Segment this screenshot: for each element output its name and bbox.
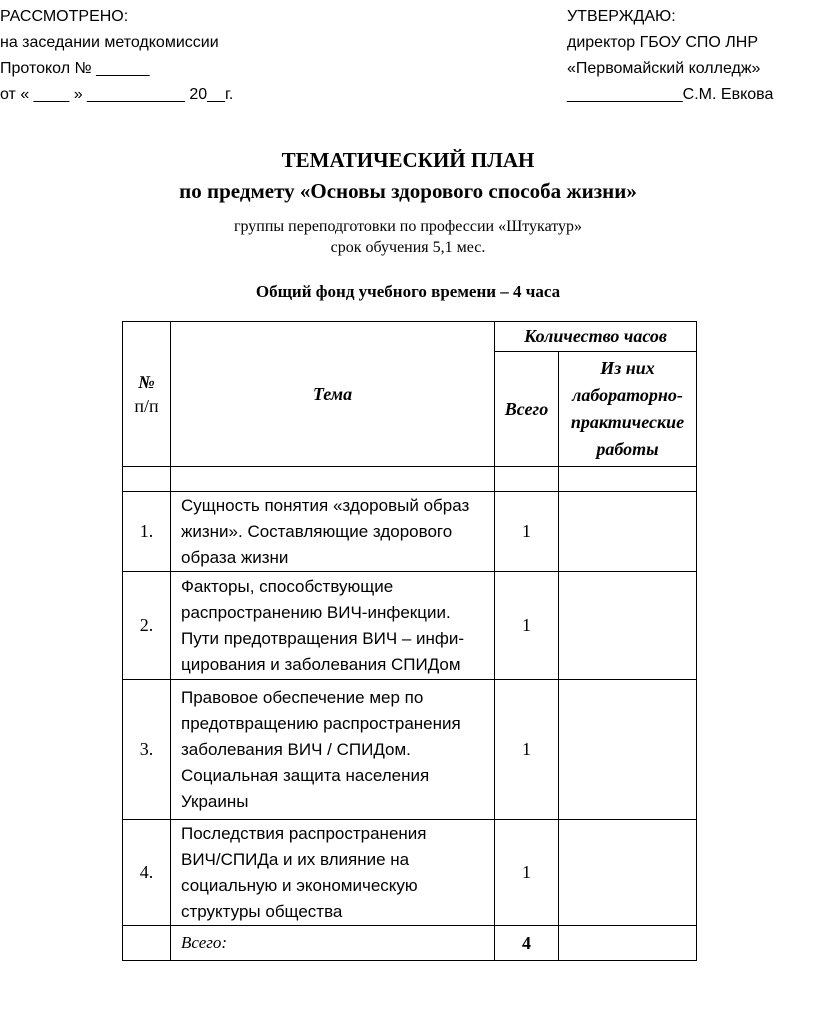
header-lab-line: практические: [570, 412, 685, 432]
table-total-row: [123, 926, 697, 961]
row-number: 4.: [123, 820, 171, 926]
approved-position: директор ГБОУ СПО ЛНР: [567, 34, 758, 51]
header-lab-works: [559, 352, 697, 467]
header-lab-line: Из них: [600, 358, 655, 378]
row-topic-line: Последствия распространения: [181, 823, 427, 843]
group-description: группы переподготовки по профессии «Штукатур»: [233, 218, 583, 235]
table-spacer-row: [123, 467, 697, 492]
row-topic-line: Сущность понятия «здоровый образ: [181, 495, 470, 515]
row-topic-line: Факторы, способствующие: [181, 576, 394, 596]
header-number-label: п/п: [134, 396, 159, 416]
approved-organization: «Первомайский колледж»: [567, 60, 761, 77]
approval-block-approved: [567, 4, 773, 108]
row-topic: [171, 820, 495, 926]
row-topic-line: Социальная защита населения: [181, 765, 430, 785]
reviewed-heading: РАССМОТРЕНО:: [0, 8, 129, 25]
row-number: 2.: [123, 572, 171, 680]
row-lab-hours: [559, 572, 697, 680]
row-hours: 1: [495, 680, 559, 820]
row-topic-line: заболевания ВИЧ / СПИДом.: [181, 739, 411, 759]
reviewed-date: от « ____ » ___________ 20__г.: [0, 86, 234, 103]
row-topic-line: Пути предотвращения ВИЧ – инфи-: [181, 628, 465, 648]
header-lab-line: работы: [596, 439, 659, 459]
header-hours: Количество часов: [495, 322, 697, 352]
row-topic: [171, 680, 495, 820]
table-row: [123, 820, 697, 926]
approved-signature: _____________С.М. Евкова: [567, 86, 774, 103]
table-row: [123, 492, 697, 572]
row-topic-line: Украины: [181, 791, 249, 811]
row-topic-line: предотвращению распространения: [181, 713, 461, 733]
approval-block-reviewed: [0, 4, 233, 108]
row-hours: 1: [495, 820, 559, 926]
row-topic-line: социальную и экономическую: [181, 875, 418, 895]
row-number: 1.: [123, 492, 171, 572]
table-row: [123, 680, 697, 820]
row-topic-line: распространению ВИЧ-инфекции.: [181, 602, 451, 622]
row-topic-line: жизни». Составляющие здорового: [181, 521, 453, 541]
row-topic: [171, 572, 495, 680]
row-number: 3.: [123, 680, 171, 820]
header-number-symbol: №: [138, 372, 155, 392]
total-lab-cell: [559, 926, 697, 961]
row-topic-line: ВИЧ/СПИДа и их влияние на: [181, 849, 410, 869]
reviewed-protocol: Протокол № ______: [0, 60, 150, 77]
header-number: [123, 322, 171, 467]
study-duration: срок обучения 5,1 мес.: [330, 239, 486, 256]
row-lab-hours: [559, 680, 697, 820]
row-hours: 1: [495, 572, 559, 680]
table-row: [123, 572, 697, 680]
row-hours: 1: [495, 492, 559, 572]
row-topic: [171, 492, 495, 572]
row-topic-line: Правовое обеспечение мер по: [181, 687, 424, 707]
row-topic-line: структуры общества: [181, 901, 343, 921]
total-study-time: Общий фонд учебного времени – 4 часа: [255, 282, 561, 301]
total-hours: 4: [495, 926, 559, 961]
header-lab-line: лабораторно-: [572, 385, 683, 405]
header-topic: Тема: [171, 322, 495, 467]
document-subject: по предмету «Основы здорового способа жизни»: [179, 179, 637, 203]
document-title: ТЕМАТИЧЕСКИЙ ПЛАН: [281, 148, 535, 172]
total-label: Всего:: [171, 926, 495, 961]
row-lab-hours: [559, 492, 697, 572]
header-total: Всего: [495, 352, 559, 467]
row-lab-hours: [559, 820, 697, 926]
thematic-plan-table: [122, 321, 697, 961]
total-number-cell: [123, 926, 171, 961]
reviewed-committee: на заседании методкомиссии: [0, 34, 219, 51]
approved-heading: УТВЕРЖДАЮ:: [567, 8, 676, 25]
row-topic-line: образа жизни: [181, 547, 289, 567]
row-topic-line: цирования и заболевания СПИДом: [181, 654, 461, 674]
